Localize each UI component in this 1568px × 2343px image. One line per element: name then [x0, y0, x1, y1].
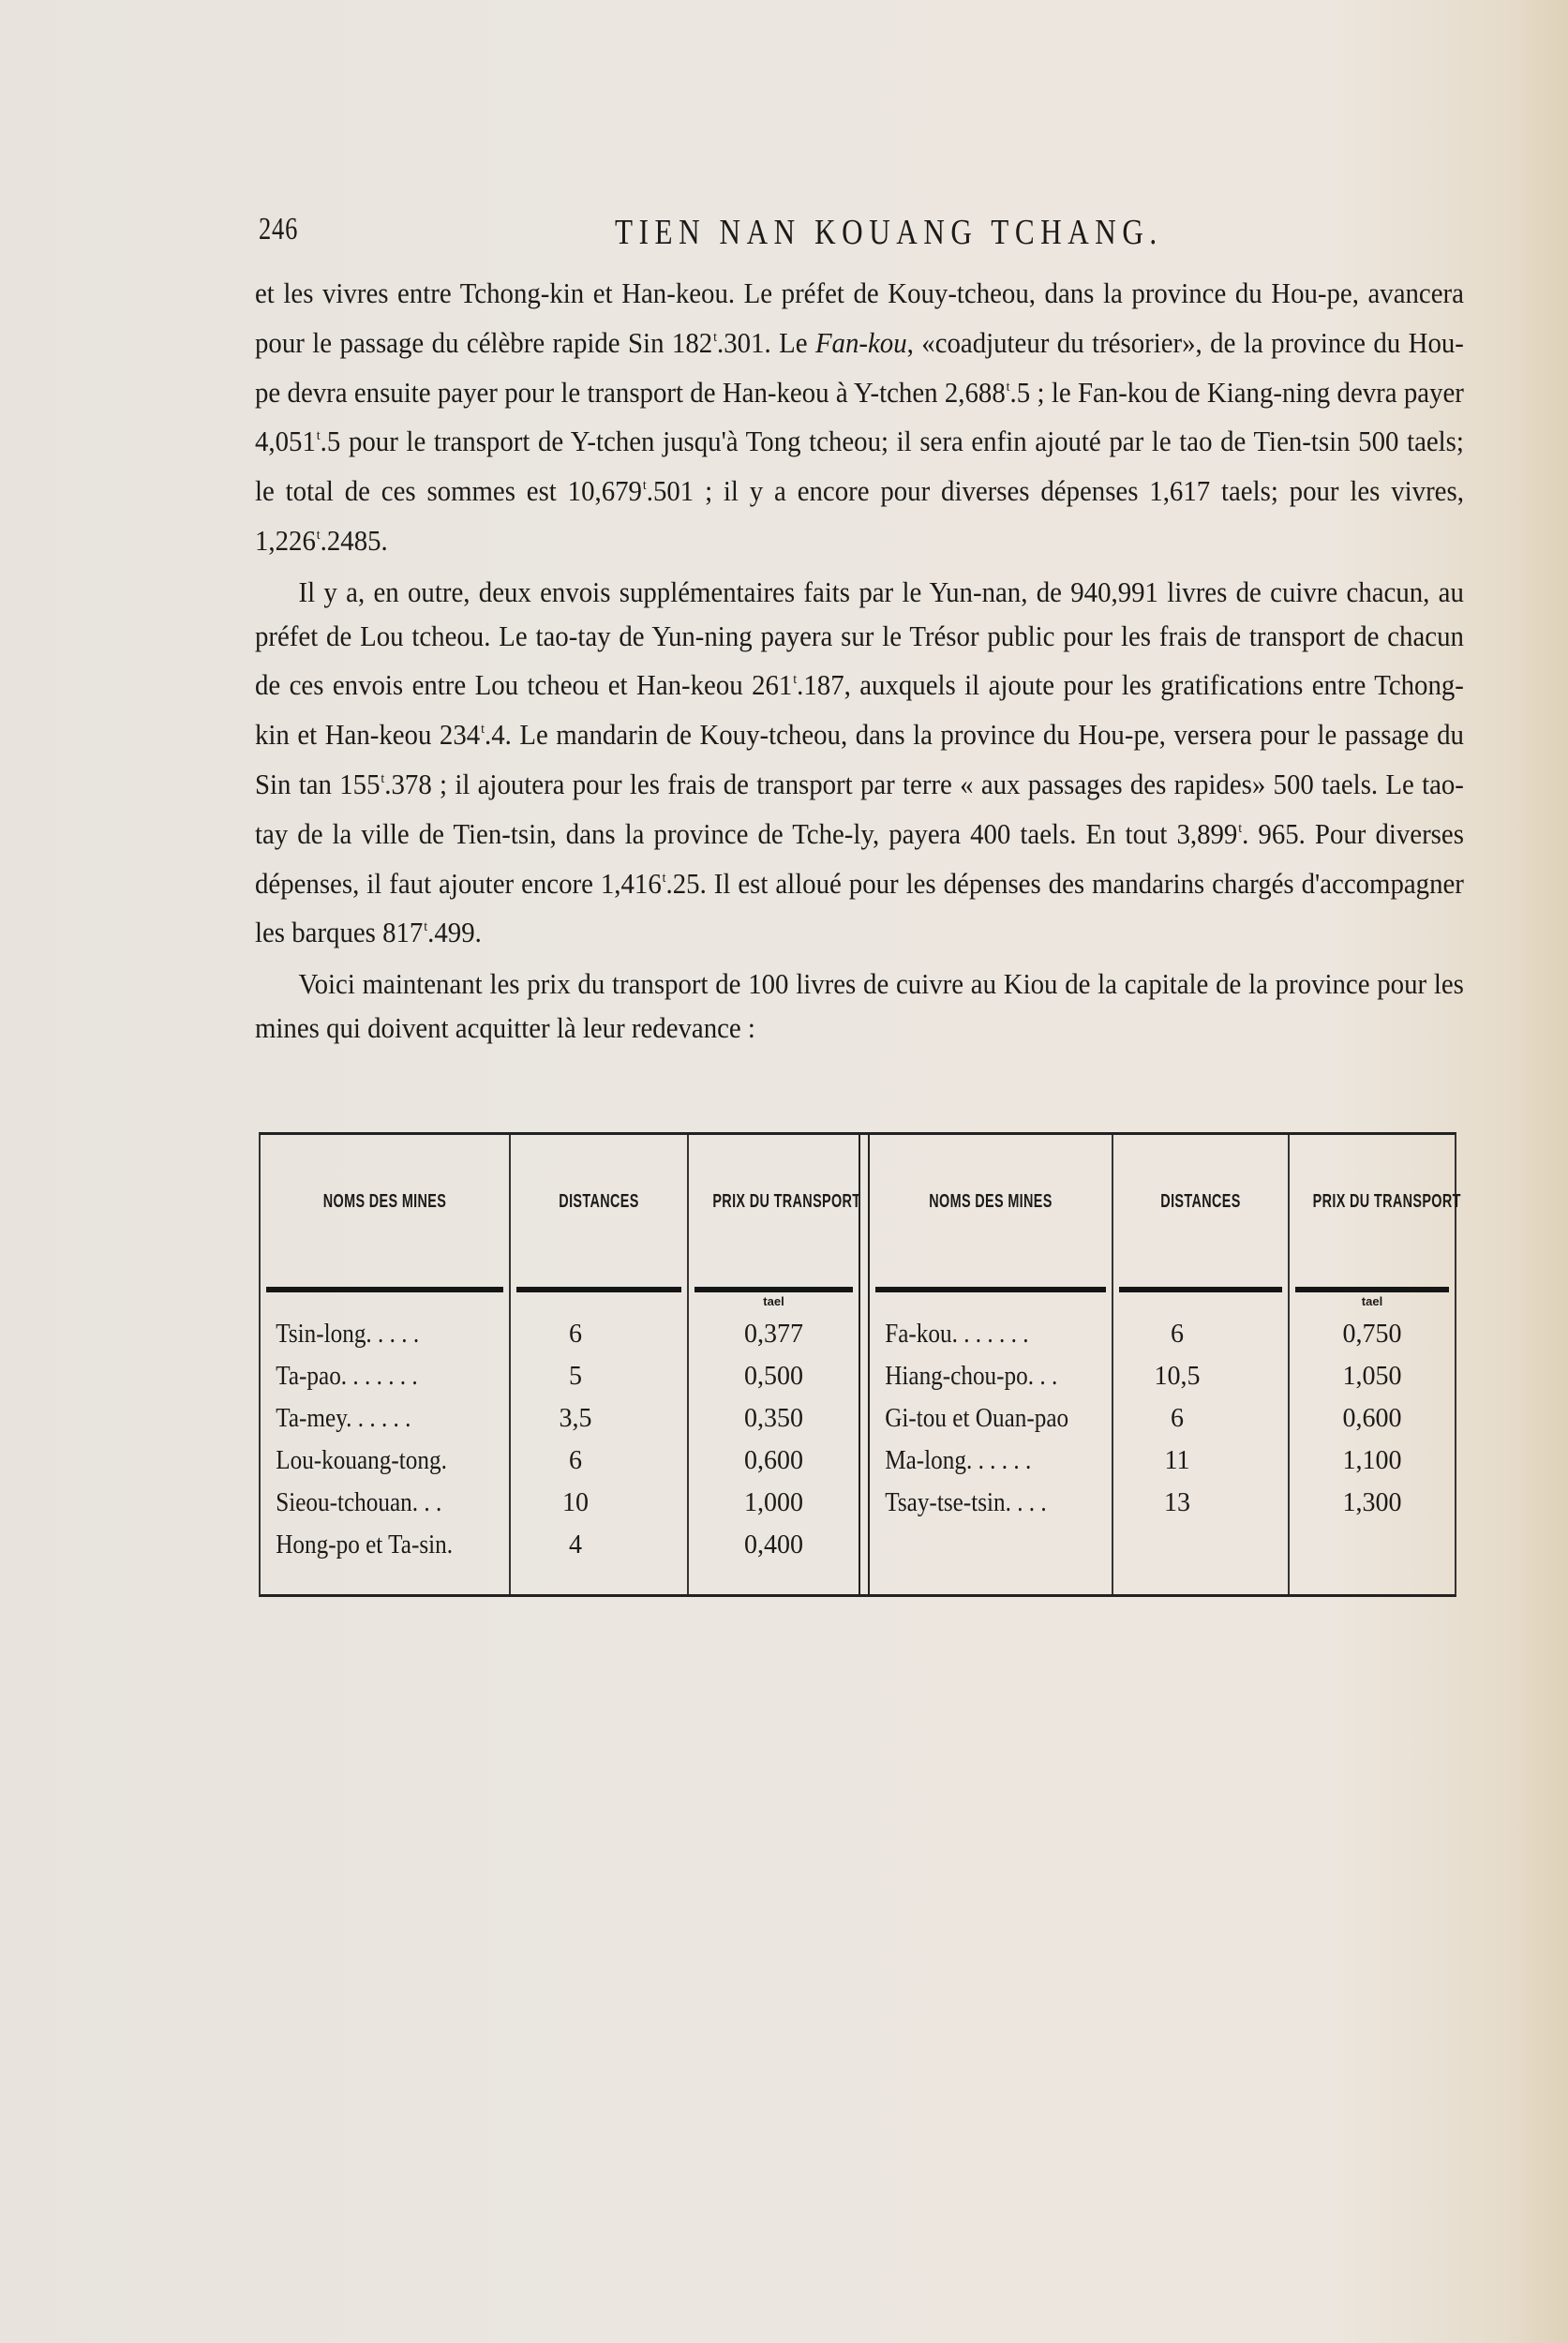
text-run: , «coadjuteur du trésorier», de la province du Hou-pe devra ensuite payer pour le transport de Han-keou à Y-tchen 2,688 — [255, 325, 1464, 409]
cell-text: 4 — [569, 1530, 582, 1560]
column-header: NOMS DES MINES — [929, 1191, 1053, 1212]
column-transport-price — [687, 1135, 859, 1594]
cell-text: 0,600 — [1342, 1404, 1402, 1433]
table-cell-name — [870, 1313, 1087, 1355]
table-cell-distance — [511, 1397, 687, 1440]
table-cell-name — [261, 1440, 485, 1482]
table-cell-price — [689, 1440, 859, 1482]
text-run: .5 ; le Fan-kou de Kiang-ning devra payer 4,051 — [255, 375, 1464, 458]
tael-superscript: t — [1238, 820, 1243, 836]
cell-text: 10,5 — [1154, 1362, 1201, 1391]
table-cell-distance — [511, 1355, 687, 1397]
cell-text: 0,350 — [744, 1404, 803, 1433]
cell-text: Sieou-tchouan. . . — [276, 1488, 442, 1517]
cell-text: 13 — [1164, 1488, 1190, 1517]
tael-superscript: t — [481, 722, 485, 738]
tael-superscript: t — [381, 770, 385, 786]
cell-text: 1,000 — [744, 1488, 803, 1517]
unit-label: tael — [763, 1294, 784, 1308]
text-run: .4. Le mandarin de Kouy-tcheou, dans la province du Hou-pe, versera pour le passage du Sin tan 155 — [255, 718, 1464, 800]
table-cell-price — [1290, 1397, 1455, 1440]
text-run: .378 ; il ajoutera pour les frais de transport par terre « aux passages des rapides» 500 taels. Le tao-tay de la ville de Tien-tsin, dans la province de Tche-ly, payera 400 taels. En tout 3,899 — [255, 767, 1464, 850]
body-text — [255, 272, 1464, 1051]
cell-text: 11 — [1164, 1446, 1190, 1475]
cell-text: 10 — [562, 1488, 589, 1517]
cell-text: 0,400 — [744, 1530, 803, 1560]
paragraph — [255, 963, 1464, 1051]
column-distances — [509, 1135, 687, 1594]
cell-text: Lou-kouang-tong. — [276, 1446, 447, 1475]
table-cell-price — [689, 1397, 859, 1440]
table-cell-distance — [1113, 1440, 1288, 1482]
column-mine-names — [261, 1135, 509, 1594]
column-header: DISTANCES — [1160, 1191, 1241, 1212]
table-cell-price — [689, 1524, 859, 1566]
tael-superscript: t — [793, 672, 798, 688]
table-half-left — [261, 1135, 859, 1594]
table-cell-name — [261, 1397, 485, 1440]
cell-text: 5 — [569, 1362, 582, 1391]
cell-text: 1,050 — [1342, 1362, 1402, 1391]
column-header: PRIX DU TRANSPORT — [1312, 1191, 1461, 1212]
cell-text: 3,5 — [559, 1404, 592, 1433]
running-title: TIEN NAN KOUANG TCHANG. — [615, 213, 1163, 252]
paragraph — [255, 571, 1464, 955]
header-rule — [516, 1287, 681, 1292]
table-cell-price — [1290, 1294, 1455, 1355]
table-cell-distance — [1113, 1355, 1288, 1397]
text-run: .501 ; il y a encore pour diverses dépenses 1,617 taels; pour les vivres, 1,226 — [255, 474, 1464, 557]
cell-text: Hong-po et Ta-sin. — [276, 1530, 454, 1560]
table-cell-distance — [511, 1440, 687, 1482]
cell-text: Ta-mey. . . . . . — [276, 1404, 411, 1433]
cell-text: 1,300 — [1342, 1488, 1402, 1517]
column-distances — [1112, 1135, 1288, 1594]
text-run: .499. — [427, 916, 482, 949]
table-cell-name — [870, 1397, 1087, 1440]
table-cell-name — [870, 1355, 1087, 1397]
table-cell-price — [1290, 1355, 1455, 1397]
table-cell-price — [689, 1355, 859, 1397]
cell-text: 6 — [569, 1320, 582, 1349]
page-number: 246 — [259, 212, 299, 246]
cell-text: Ma-long. . . . . . — [885, 1446, 1032, 1475]
cell-text: 6 — [1171, 1320, 1184, 1349]
cell-text: 6 — [1171, 1404, 1184, 1433]
cell-text: 0,600 — [744, 1446, 803, 1475]
text-run: Voici maintenant les prix du transport de 100 livres de cuivre au Kiou de la capitale de la province pour les mines qui doivent acquitter là leur redevance : — [255, 967, 1464, 1044]
text-run: .25. Il est alloué pour les dépenses des mandarins chargés d'accompagner les barques 817 — [255, 866, 1464, 949]
text-run: .187, auxquels il ajoute pour les gratifications entre Tchong-kin et Han-keou 234 — [255, 668, 1464, 752]
table-cell-name — [870, 1482, 1087, 1524]
text-run: . 965. Pour diverses dépenses, il faut ajouter encore 1,416 — [255, 816, 1464, 900]
cell-text: 0,377 — [744, 1320, 803, 1349]
table-cell-name — [870, 1440, 1087, 1482]
tael-superscript: t — [1006, 379, 1010, 395]
table-cell-name — [261, 1524, 485, 1566]
cell-text: Hiang-chou-po. . . — [885, 1362, 1058, 1391]
header-rule — [1119, 1287, 1282, 1292]
cell-text: 6 — [569, 1446, 582, 1475]
cell-text: Gi-tou et Ouan-pao — [885, 1404, 1069, 1433]
table-cell-price — [1290, 1440, 1455, 1482]
italic-term: Fan-kou — [814, 325, 907, 359]
tael-superscript: t — [713, 329, 717, 345]
table-cell-distance — [1113, 1313, 1288, 1355]
cell-text: Tsay-tse-tsin. . . . — [885, 1488, 1047, 1517]
paragraph — [255, 272, 1464, 563]
running-head — [259, 212, 1468, 259]
cell-text: Tsin-long. . . . . — [276, 1320, 420, 1349]
cell-text: 0,750 — [1342, 1320, 1402, 1349]
text-run: .5 pour le transport de Y-tchen jusqu'à Tong tcheou; il sera enfin ajouté par le tao de Tien-tsin 500 taels; le total de ces sommes est 10,679 — [255, 425, 1464, 508]
header-rule — [266, 1287, 503, 1292]
text-run: .301. Le — [716, 325, 815, 359]
table-cell-name — [261, 1355, 485, 1397]
header-rule — [694, 1287, 853, 1292]
column-mine-names — [870, 1135, 1112, 1594]
cell-text: Ta-pao. . . . . . . — [276, 1362, 418, 1391]
unit-label: tael — [1361, 1294, 1383, 1308]
cell-text: 1,100 — [1342, 1446, 1402, 1475]
table-cell-name — [261, 1482, 485, 1524]
table-cell-name — [261, 1313, 485, 1355]
tael-superscript: t — [316, 428, 321, 444]
column-transport-price — [1288, 1135, 1461, 1594]
table-half-right — [870, 1135, 1461, 1594]
text-run: et les vivres entre Tchong-kin et Han-keou. Le préfet de Kouy-tcheou, dans la province du Hou-pe, avancera pour le passage du célèbre rapide Sin 182 — [255, 276, 1464, 359]
table-cell-price — [689, 1294, 859, 1355]
table-cell-distance — [1113, 1482, 1288, 1524]
tael-superscript: t — [662, 870, 666, 886]
header-rule — [1295, 1287, 1449, 1292]
text-run: Il y a, en outre, deux envois supplémentaires faits par le Yun-nan, de 940,991 livres de cuivre chacun, au préfet de Lou tcheou. Le tao-tay de Yun-ning payera sur le Trésor public pour les frais de transport de chacun de ces envois entre Lou tcheou et Han-keou 261 — [255, 575, 1464, 702]
table-cell-distance — [511, 1482, 687, 1524]
table-cell-distance — [511, 1524, 687, 1566]
cell-text: 0,500 — [744, 1362, 803, 1391]
header-rule — [875, 1287, 1106, 1292]
tael-superscript: t — [424, 919, 428, 935]
table-cell-price — [1290, 1482, 1455, 1524]
transport-price-table — [259, 1132, 1461, 1597]
table-cell-price — [689, 1482, 859, 1524]
cell-text: Fa-kou. . . . . . . — [885, 1320, 1029, 1349]
column-header: DISTANCES — [559, 1191, 639, 1212]
column-header: PRIX DU TRANSPORT — [712, 1191, 861, 1212]
table-cell-distance — [1113, 1397, 1288, 1440]
column-header: NOMS DES MINES — [322, 1191, 447, 1212]
text-run: .2485. — [320, 523, 388, 557]
double-column-divider — [859, 1135, 870, 1594]
table-cell-distance — [511, 1313, 687, 1355]
tael-superscript: t — [316, 527, 321, 543]
tael-superscript: t — [642, 478, 647, 494]
